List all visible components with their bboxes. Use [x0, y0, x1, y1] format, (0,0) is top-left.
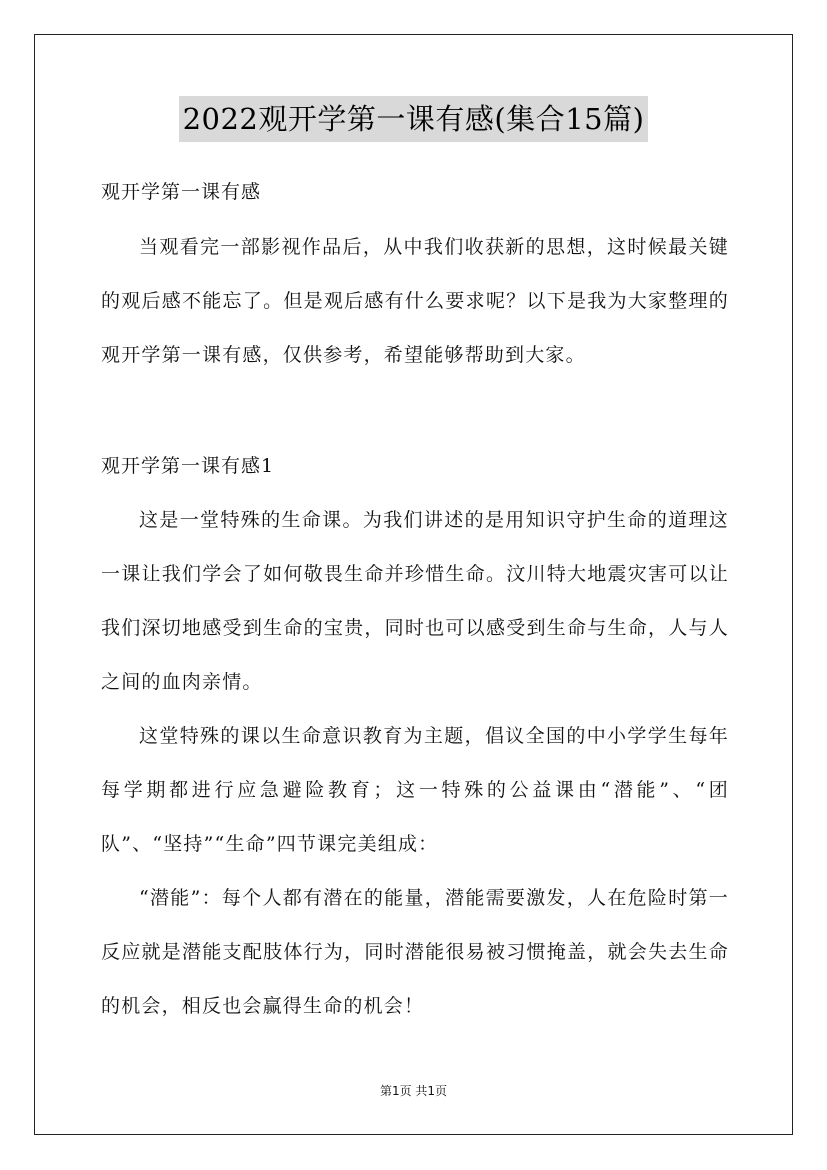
- intro-body: [101, 220, 729, 382]
- document-title-wrap: [0, 96, 827, 142]
- document-title: 2022观开学第一课有感(集合15篇): [179, 96, 649, 142]
- intro-section: [101, 177, 729, 207]
- page-footer: 第1页 共1页: [379, 1084, 448, 1098]
- section-1-body: [101, 493, 729, 1033]
- section-1-paragraph-1: 这是一堂特殊的生命课。为我们讲述的是用知识守护生命的道理这一课让我们学会了如何敬畏生命并珍惜生命。汶川特大地震灾害可以让我们深切地感受到生命的宝贵，同时也可以感受到生命与生命，人与人之间的血肉亲情。: [101, 509, 729, 693]
- section-1-head: [101, 451, 729, 481]
- intro-heading: 观开学第一课有感: [101, 181, 262, 203]
- intro-paragraph: 当观看完一部影视作品后，从中我们收获新的思想，这时候最关键的观后感不能忘了。但是观后感有什么要求呢？以下是我为大家整理的观开学第一课有感，仅供参考，希望能够帮助到大家。: [101, 236, 729, 366]
- section-1-heading: 观开学第一课有感1: [101, 455, 275, 477]
- section-1-paragraph-2: 这堂特殊的课以生命意识教育为主题，倡议全国的中小学学生每年每学期都进行应急避险教育；这一特殊的公益课由“潜能”、“团队”、“坚持”“生命”四节课完美组成：: [101, 725, 729, 855]
- section-1-paragraph-3: “潜能”：每个人都有潜在的能量，潜能需要激发，人在危险时第一反应就是潜能支配肢体行为，同时潜能很易被习惯掩盖，就会失去生命的机会，相反也会赢得生命的机会！: [101, 887, 729, 1017]
